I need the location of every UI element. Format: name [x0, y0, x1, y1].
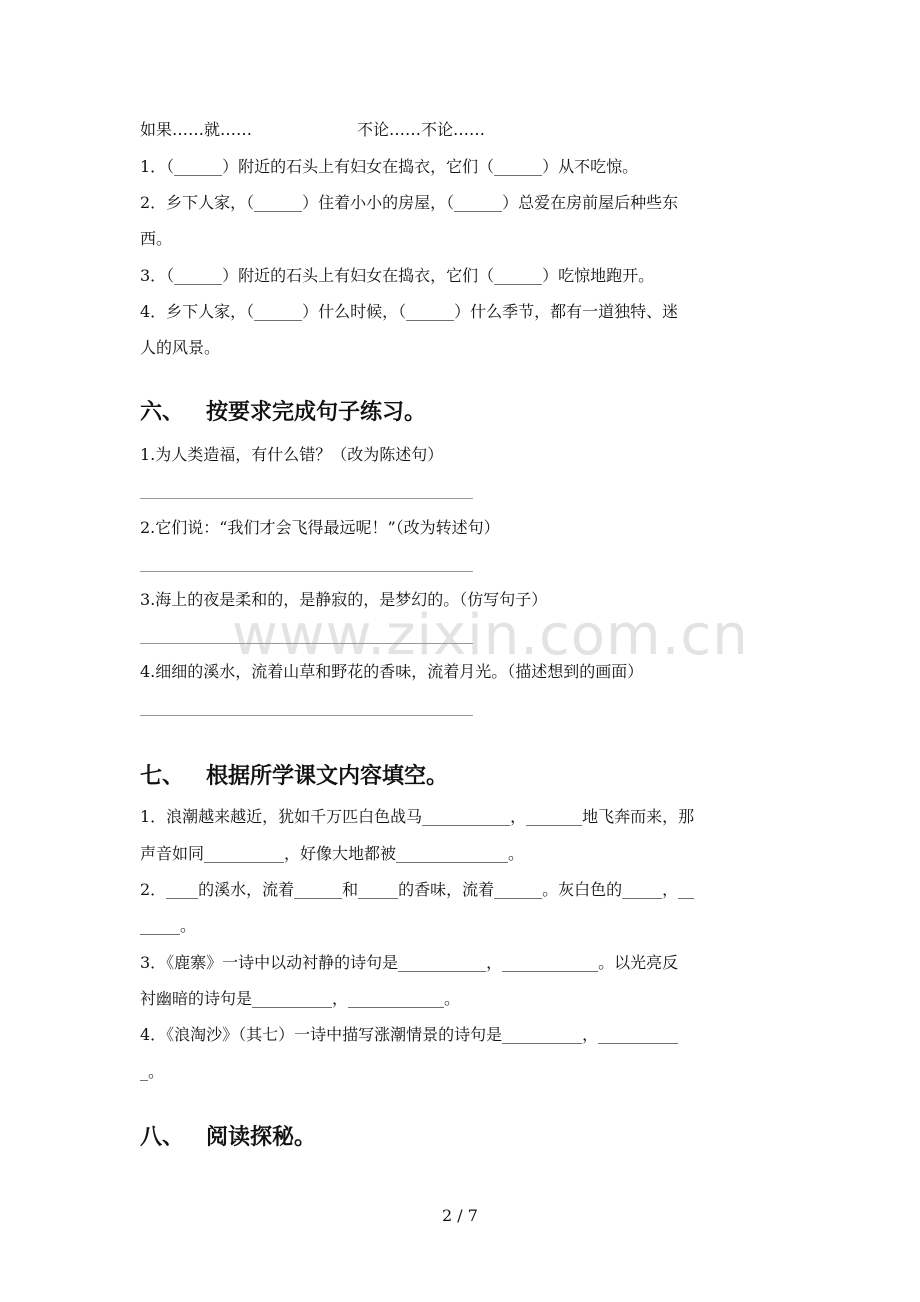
- fill-line: 1．（______）附近的石头上有妇女在捣衣，它们（______）从不吃惊。: [140, 157, 639, 176]
- fill-line: 人的风景。: [140, 338, 221, 357]
- answer-line[interactable]: [140, 498, 473, 499]
- fill-line: 3．（______）附近的石头上有妇女在捣衣，它们（______）吃惊地跑开。: [140, 266, 655, 285]
- section-title: 根据所学课文内容填空。: [206, 763, 449, 789]
- exercise-item: 1.为人类造福，有什么错？（改为陈述句）: [140, 445, 444, 464]
- section-number: 八、: [140, 1124, 185, 1150]
- fill-line: 4．乡下人家，（______）什么时候，（______）什么季节，都有一道独特、迷: [140, 302, 679, 321]
- fill-line: 1．浪潮越来越近，犹如千万匹白色战马___________，_______地飞奔而来，那: [140, 807, 695, 826]
- fill-line: _。: [140, 1062, 165, 1081]
- section-title: 阅读探秘。: [206, 1124, 317, 1150]
- exercise-item: 4.细细的溪水，流着山草和野花的香味，流着月光。（描述想到的画面）: [140, 662, 644, 681]
- section-number: 六、: [140, 399, 185, 425]
- fill-line: 3．《鹿寨》一诗中以动衬静的诗句是___________，____________。以光亮反: [140, 953, 679, 972]
- conjunction-pairs: [140, 120, 782, 140]
- exercise-item: 3.海上的夜是柔和的，是静寂的，是梦幻的。（仿写句子）: [140, 590, 548, 609]
- watermark: www.zixin.com.cn: [232, 603, 749, 668]
- fill-line: _____。: [140, 916, 197, 935]
- exercise-item: 2.它们说：“我们才会飞得最远呢！”（改为转述句）: [140, 518, 500, 537]
- page-number: 2 / 7: [442, 1206, 478, 1225]
- section-title: 按要求完成句子练习。: [206, 399, 427, 425]
- conjunction-pair-2: 不论……不论……: [357, 120, 486, 139]
- fill-line: 2．____的溪水，流着______和_____的香味，流着______。灰白色的_____，__: [140, 880, 695, 899]
- answer-line[interactable]: [140, 643, 473, 644]
- fill-line: 声音如同__________，好像大地都被______________。: [140, 844, 525, 863]
- section-number: 七、: [140, 763, 185, 789]
- fill-line: 2．乡下人家，（______）住着小小的房屋，（______）总爱在房前屋后种些东: [140, 193, 679, 212]
- conjunction-pair-1: 如果……就……: [140, 120, 253, 139]
- section-8-heading: [140, 1123, 316, 1151]
- answer-line[interactable]: [140, 715, 473, 716]
- fill-line: 4．《浪淘沙》（其七）一诗中描写涨潮情景的诗句是__________，__________: [140, 1025, 679, 1044]
- answer-line[interactable]: [140, 571, 473, 572]
- fill-line: 西。: [140, 229, 173, 248]
- section-6-heading: [140, 398, 426, 426]
- fill-line: 衬幽暗的诗句是__________，____________。: [140, 989, 461, 1008]
- section-7-heading: [140, 762, 448, 790]
